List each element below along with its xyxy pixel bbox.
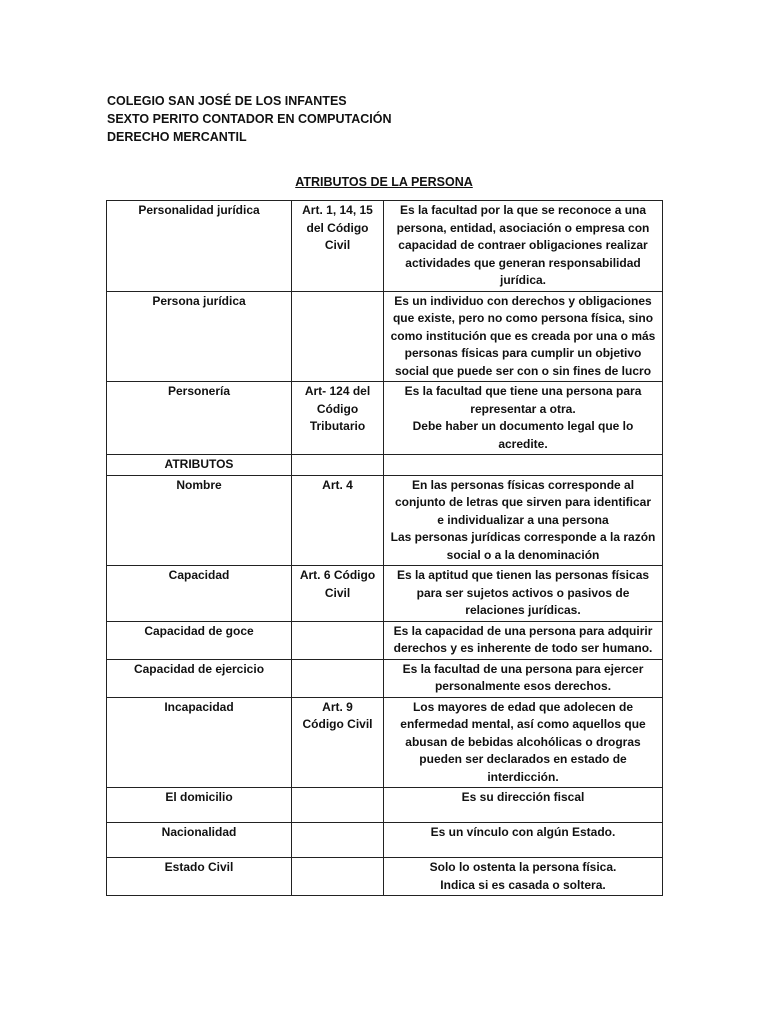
subject-name: DERECHO MERCANTIL: [107, 130, 247, 144]
definition-line: Solo lo ostenta la persona física.: [429, 860, 617, 874]
term-line: Capacidad: [168, 568, 230, 582]
table-row: [107, 788, 663, 823]
article-line: Código Civil: [302, 717, 373, 731]
term-line: Incapacidad: [164, 699, 234, 714]
term-cell: [107, 858, 292, 896]
definition-line: Las personas jurídicas corresponde a la razón: [390, 530, 656, 544]
definition-line: como institución que es creada por una o más: [390, 328, 656, 343]
definition-line: Los mayores de edad que adolecen de: [412, 699, 634, 714]
article-line: Civil: [324, 585, 351, 600]
definition-line: Es la aptitud que tienen las personas físicas: [396, 568, 650, 582]
article-line: Art. 4: [322, 477, 353, 492]
definition-line: jurídica.: [499, 273, 546, 287]
definition-cell: [384, 382, 663, 455]
definition-line: que existe, pero no como persona física, sino: [392, 311, 654, 325]
article-cell: [292, 566, 384, 622]
grade-name: SEXTO PERITO CONTADOR EN COMPUTACIÓN: [107, 112, 392, 126]
definition-line: Es la facultad que tiene una persona para: [404, 384, 642, 398]
definition-cell: [384, 621, 663, 659]
definition-line: Es la facultad de una persona para ejercer: [402, 661, 644, 676]
table-row: [107, 621, 663, 659]
article-cell: [292, 858, 384, 896]
table-row: [107, 475, 663, 566]
definition-line: Es un vínculo con algún Estado.: [430, 825, 616, 839]
article-cell: [292, 201, 384, 292]
definition-line: En las personas físicas corresponde al: [411, 477, 635, 492]
article-line: Civil: [324, 238, 351, 252]
table-row: [107, 291, 663, 382]
definition-cell: [384, 201, 663, 292]
definition-cell: [384, 475, 663, 566]
article-cell: [292, 823, 384, 858]
article-cell: [292, 659, 384, 697]
article-line: Art- 124 del: [304, 384, 371, 398]
term-line: Nacionalidad: [161, 825, 237, 839]
term-cell: [107, 566, 292, 622]
article-cell: [292, 621, 384, 659]
article-cell: [292, 455, 384, 476]
term-line: Persona jurídica: [152, 293, 246, 308]
definition-line: para ser sujetos activos o pasivos de: [416, 585, 630, 600]
term-line: Nombre: [176, 477, 222, 492]
definition-line: Es la facultad por la que se reconoce a una: [399, 203, 647, 217]
definition-cell: [384, 291, 663, 382]
definition-line: social que puede ser con o sin fines de lucro: [394, 363, 652, 378]
article-line: Código: [316, 401, 359, 416]
article-line: Art. 9: [322, 699, 353, 714]
term-line: Capacidad de ejercicio: [133, 661, 265, 676]
article-cell: [292, 475, 384, 566]
table-row: [107, 659, 663, 697]
term-cell: [107, 475, 292, 566]
definition-line: social o a la denominación: [446, 547, 600, 562]
article-line: del Código: [306, 220, 369, 235]
definition-line: representar a otra.: [470, 401, 576, 416]
definition-line: Es su dirección fiscal: [461, 790, 585, 804]
term-cell: [107, 659, 292, 697]
term-cell: [107, 697, 292, 788]
definition-cell: [384, 566, 663, 622]
document-title-block: [0, 173, 768, 191]
definition-line: capacidad de contraer obligaciones realizar: [398, 238, 648, 252]
table-row: [107, 382, 663, 455]
table-row: [107, 858, 663, 896]
definition-line: Debe haber un documento legal que lo: [412, 419, 634, 433]
article-line: Art. 1, 14, 15: [302, 203, 373, 217]
definition-line: pueden ser declarados en estado de: [419, 752, 627, 766]
article-line: Art. 6 Código: [299, 568, 376, 582]
term-cell: [107, 788, 292, 823]
definition-cell: [384, 823, 663, 858]
term-line: Personalidad jurídica: [138, 203, 260, 217]
definition-line: enfermedad mental, así como aquellos que: [400, 717, 646, 731]
definition-line: Indica si es casada o soltera.: [440, 877, 606, 892]
term-cell: [107, 201, 292, 292]
definition-cell: [384, 858, 663, 896]
definition-line: relaciones jurídicas.: [465, 603, 581, 617]
definition-line: abusan de bebidas alcohólicas o drogras: [405, 734, 641, 749]
table-row: [107, 697, 663, 788]
definition-line: acredite.: [498, 436, 548, 451]
definition-line: personas físicas para cumplir un objetivo: [404, 346, 642, 360]
definition-cell: [384, 659, 663, 697]
document-header: [107, 92, 392, 146]
definition-line: interdicción.: [487, 769, 559, 784]
table-row: [107, 455, 663, 476]
term-line: El domicilio: [165, 790, 233, 804]
definition-cell: [384, 788, 663, 823]
table-row: [107, 823, 663, 858]
definition-line: derechos y es inherente de todo ser humano.: [393, 641, 653, 655]
school-name: COLEGIO SAN JOSÉ DE LOS INFANTES: [107, 94, 347, 108]
term-cell: [107, 823, 292, 858]
article-line: Tributario: [309, 419, 366, 433]
term-line: ATRIBUTOS: [164, 457, 234, 471]
article-cell: [292, 291, 384, 382]
term-cell: [107, 291, 292, 382]
term-cell: [107, 621, 292, 659]
definition-cell: [384, 697, 663, 788]
definition-cell: [384, 455, 663, 476]
attributes-table-body: [107, 201, 663, 896]
definition-line: Es la capacidad de una persona para adquirir: [393, 623, 653, 638]
definition-line: persona, entidad, asociación o empresa con: [396, 220, 650, 235]
article-cell: [292, 788, 384, 823]
definition-line: e individualizar a una persona: [437, 512, 609, 527]
term-line: Personería: [167, 384, 231, 398]
definition-line: Es un individuo con derechos y obligaciones: [394, 293, 652, 308]
term-cell: [107, 455, 292, 476]
term-cell: [107, 382, 292, 455]
term-line: Capacidad de goce: [144, 623, 254, 638]
term-line: Estado Civil: [164, 860, 234, 874]
table-row: [107, 566, 663, 622]
definition-line: personalmente esos derechos.: [434, 679, 612, 693]
definition-line: conjunto de letras que sirven para identificar: [394, 495, 652, 509]
document-title: ATRIBUTOS DE LA PERSONA: [295, 175, 473, 189]
article-cell: [292, 382, 384, 455]
definition-line: actividades que generan responsabilidad: [405, 255, 641, 270]
article-cell: [292, 697, 384, 788]
attributes-table: [106, 200, 663, 896]
table-row: [107, 201, 663, 292]
